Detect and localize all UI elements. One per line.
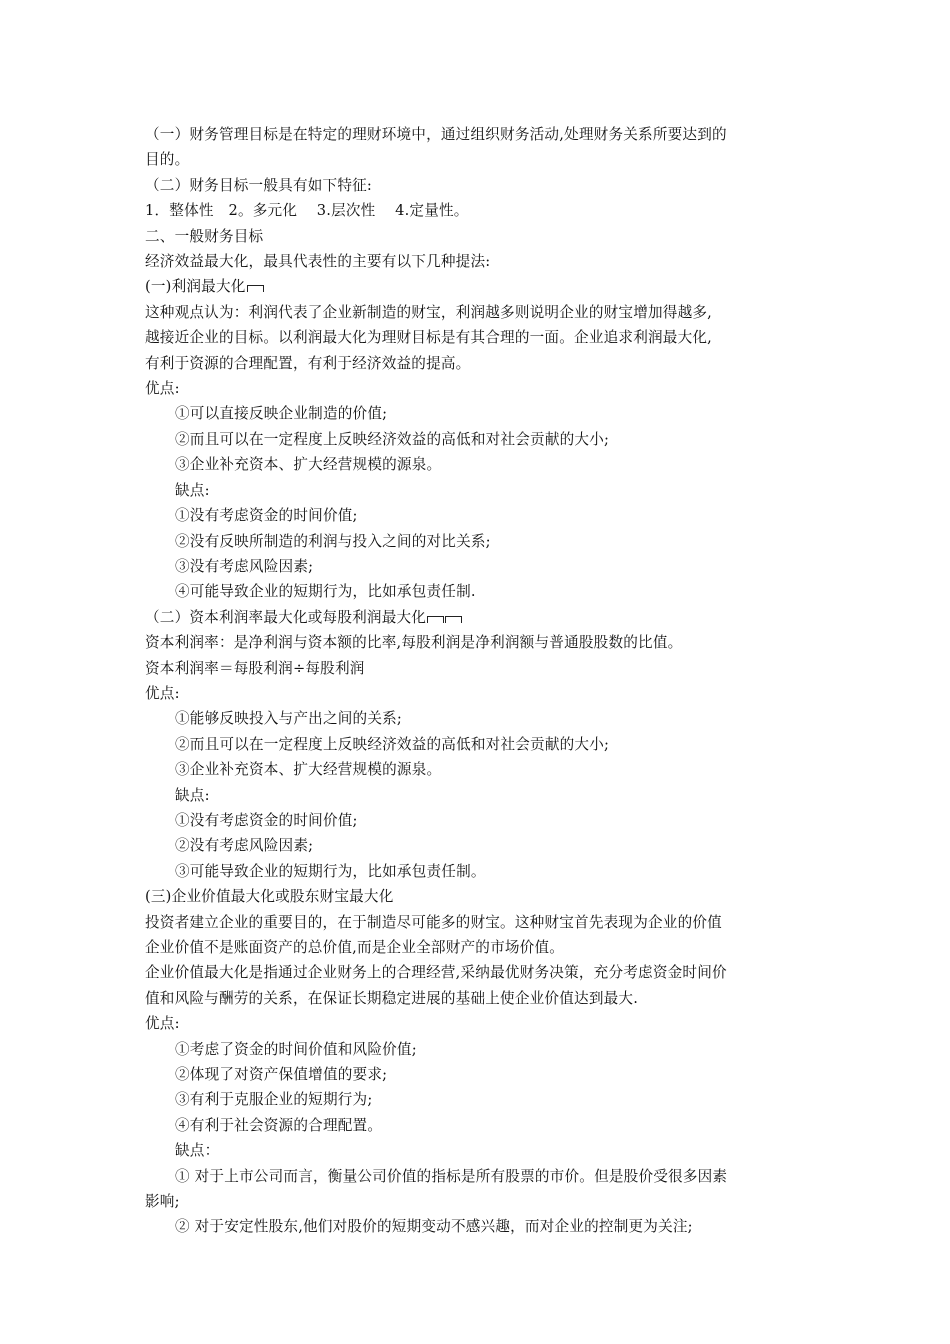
text-line-content: ①可以直接反映企业制造的价值; xyxy=(175,405,388,423)
text-line xyxy=(145,529,815,554)
text-line-content: ③有利于克服企业的短期行为; xyxy=(175,1091,373,1109)
text-line xyxy=(145,274,815,299)
text-line-content: 有利于资源的合理配置，有利于经济效益的提高。 xyxy=(145,354,471,372)
text-line-content: 值和风险与酬劳的关系，在保证长期稳定进展的基础上使企业价值达到最大. xyxy=(145,989,639,1007)
text-line xyxy=(145,249,815,274)
text-line xyxy=(145,1164,815,1189)
text-line-content: 缺点: xyxy=(175,481,210,499)
bracket-mark-icon xyxy=(247,285,264,292)
text-line-content: ②而且可以在一定程度上反映经济效益的高低和对社会贡献的大小; xyxy=(175,735,610,753)
text-line-content: (三)企业价值最大化或股东财宝最大化 xyxy=(145,888,394,906)
text-line xyxy=(145,1214,815,1239)
text-line-content: （二）财务目标一般具有如下特征: xyxy=(145,176,373,194)
text-line-content: ③可能导致企业的短期行为，比如承包责任制。 xyxy=(175,862,486,880)
text-line xyxy=(145,173,815,198)
text-line xyxy=(145,757,815,782)
text-line xyxy=(145,884,815,909)
text-line xyxy=(145,1138,815,1163)
text-line xyxy=(145,427,815,452)
text-line xyxy=(145,376,815,401)
text-line xyxy=(145,1087,815,1112)
text-line xyxy=(145,656,815,681)
text-line-content: ②体现了对资产保值增值的要求; xyxy=(175,1066,388,1084)
text-line xyxy=(145,986,815,1011)
text-line-content: ②没有反映所制造的利润与投入之间的对比关系; xyxy=(175,532,491,550)
text-line-content: 经济效益最大化，最具代表性的主要有以下几种提法: xyxy=(145,253,491,271)
text-line xyxy=(145,833,815,858)
text-line xyxy=(145,300,815,325)
text-line-content: 企业价值不是账面资产的总价值,而是企业全部财产的市场价值。 xyxy=(145,939,565,956)
bracket-mark-icon xyxy=(445,616,462,623)
text-line xyxy=(145,198,815,223)
text-line xyxy=(145,579,815,604)
text-line xyxy=(145,224,815,249)
text-line xyxy=(145,401,815,426)
text-line xyxy=(145,478,815,503)
text-line-content: 缺点： xyxy=(175,1142,220,1160)
text-line-content: （一）财务管理目标是在特定的理财环境中，通过组织财务活动,处理财务关系所要达到的 xyxy=(145,126,727,143)
text-line-content: 这种观点认为：利润代表了企业新制造的财宝，利润越多则说明企业的财宝增加得越多, xyxy=(145,303,713,321)
text-line xyxy=(145,706,815,731)
text-line-content: 资本利润率＝每股利润÷每股利润 xyxy=(145,659,365,677)
text-line xyxy=(145,808,815,833)
text-line xyxy=(145,1189,815,1214)
text-line-content: 投资者建立企业的重要目的，在于制造尽可能多的财宝。这种财宝首先表现为企业的价值 xyxy=(145,913,722,931)
text-line-content: ② 对于安定性股东,他们对股价的短期变动不感兴趣，而对企业的控制更为关注; xyxy=(175,1218,693,1236)
document-body xyxy=(145,122,815,1240)
text-line xyxy=(145,605,815,630)
text-line-content: ①没有考虑资金的时间价值; xyxy=(175,507,358,525)
text-line xyxy=(145,732,815,757)
text-line xyxy=(145,630,815,655)
text-line xyxy=(145,783,815,808)
text-line xyxy=(145,1113,815,1138)
text-line-content: 优点: xyxy=(145,684,180,702)
text-line-content: 优点: xyxy=(145,1015,180,1033)
text-line xyxy=(145,1011,815,1036)
text-line-content: （二）资本利润率最大化或每股利润最大化 xyxy=(145,608,427,626)
text-line-content: 企业价值最大化是指通过企业财务上的合理经营,采纳最优财务决策，充分考虑资金时间价 xyxy=(145,964,727,982)
text-line-content: 目的。 xyxy=(145,151,190,169)
text-line xyxy=(145,859,815,884)
text-line-content: ①考虑了资金的时间价值和风险价值; xyxy=(175,1040,417,1058)
text-line xyxy=(145,325,815,350)
text-line-content: 资本利润率：是净利润与资本额的比率,每股利润是净利润额与普通股股数的比值。 xyxy=(145,634,683,652)
text-line xyxy=(145,147,815,172)
bracket-mark-icon xyxy=(427,616,444,623)
text-line xyxy=(145,1037,815,1062)
text-line-content: (一)利润最大化 xyxy=(145,278,246,296)
text-line-content: ①没有考虑资金的时间价值; xyxy=(175,811,358,829)
text-line xyxy=(145,1062,815,1087)
text-line xyxy=(145,935,815,960)
text-line xyxy=(145,960,815,985)
text-line-content: ②而且可以在一定程度上反映经济效益的高低和对社会贡献的大小; xyxy=(175,430,610,448)
text-line-content: 缺点: xyxy=(175,786,210,804)
text-line-content: ①能够反映投入与产出之间的关系; xyxy=(175,710,403,728)
text-line-content: 影响; xyxy=(145,1193,180,1211)
text-line-content: 1．整体性 2。多元化 3.层次性 4.定量性。 xyxy=(145,202,469,220)
text-line-content: ③企业补充资本、扩大经营规模的源泉。 xyxy=(175,456,442,474)
text-line-content: ③没有考虑风险因素; xyxy=(175,557,314,575)
text-line xyxy=(145,122,815,147)
text-line xyxy=(145,503,815,528)
text-line xyxy=(145,351,815,376)
text-line xyxy=(145,681,815,706)
text-line-content: 二、一般财务目标 xyxy=(145,227,264,245)
text-line-content: 越接近企业的目标。以利润最大化为理财目标是有其合理的一面。企业追求利润最大化, xyxy=(145,329,713,347)
text-line xyxy=(145,554,815,579)
text-line-content: ① 对于上市公司而言，衡量公司价值的指标是所有股票的市价。但是股价受很多因素 xyxy=(175,1167,728,1185)
text-line xyxy=(145,452,815,477)
text-line xyxy=(145,910,815,935)
text-line-content: ④可能导致企业的短期行为，比如承包责任制. xyxy=(175,583,476,601)
text-line-content: ③企业补充资本、扩大经营规模的源泉。 xyxy=(175,761,442,779)
text-line-content: ④有利于社会资源的合理配置。 xyxy=(175,1116,383,1134)
text-line-content: 优点: xyxy=(145,380,180,398)
text-line-content: ②没有考虑风险因素; xyxy=(175,837,314,855)
